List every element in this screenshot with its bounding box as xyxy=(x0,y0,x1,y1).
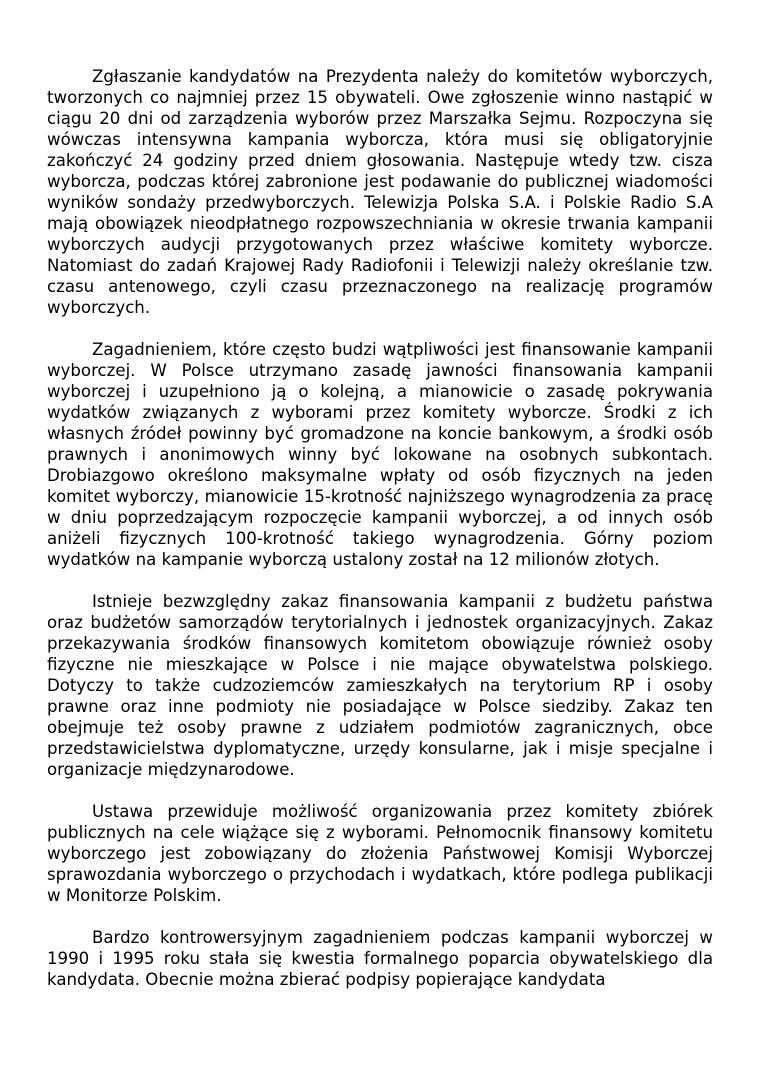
paragraph-citizen-support: Bardzo kontrowersyjnym zagadnieniem podczas kampanii wyborczej w 1990 i 1995 roku stała się kwestia formalnego poparcia obywatelskiego dla kandydata. Obecnie można zbierać podpisy popierające kandydata xyxy=(47,928,713,989)
paragraph-candidate-registration: Zgłaszanie kandydatów na Prezydenta należy do komitetów wyborczych, tworzonych co najmniej przez 15 obywateli. Owe zgłoszenie winno nastąpić w ciągu 20 dni od zarządzenia wyborów przez Marszałka Sejmu. Rozpoczyna się wówczas intensywna kampania wyborcza, która musi się obligatoryjnie zakończyć 24 godziny przed dniem głosowania. Następuje wtedy tzw. cisza wyborcza, podczas której zabronione jest podawanie do publicznej wiadomości wyników sondaży przedwyborczych. Telewizja Polska S.A. i Polskie Radio S.A mają obowiązek nieodpłatnego rozpowszechniania w okresie trwania kampanii wyborczych audycji przygotowanych przez właściwe komitety wyborcze. Natomiast do zadań Krajowej Rady Radiofonii i Telewizji należy określanie tzw. czasu antenowego, czyli czasu przeznaczonego na realizację programów wyborczych. xyxy=(47,67,713,317)
paragraph-public-collections: Ustawa przewiduje możliwość organizowania przez komitety zbiórek publicznych na cele wiążące się z wyborami. Pełnomocnik finansowy komitetu wyborczego jest zobowiązany do złożenia Państwowej Komisji Wyborczej sprawozdania wyborczego o przychodach i wydatkach, które podlega publikacji w Monitorze Polskim. xyxy=(47,802,713,905)
text-column xyxy=(47,66,713,1011)
paragraph-campaign-financing: Zagadnieniem, które często budzi wątpliwości jest finansowanie kampanii wyborczej. W Polsce utrzymano zasadę jawności finansowania kampanii wyborczej i uzupełniono ją o kolejną, a mianowicie o zasadę pokrywania wydatków związanych z wyborami przez komitety wyborcze. Środki z ich własnych źródeł powinny być gromadzone na koncie bankowym, a środki osób prawnych i anonimowych winny być lokowane na osobnych subkontach. Drobiazgowo określono maksymalne wpłaty od osób fizycznych na jeden komitet wyborczy, mianowicie 15-krotność najniższego wynagrodzenia za pracę w dniu poprzedzającym rozpoczęcie kampanii wyborczej, a od innych osób aniżeli fizycznych 100-krotność takiego wynagrodzenia. Górny poziom wydatków na kampanie wyborczą ustalony został na 12 milionów złotych. xyxy=(47,340,713,569)
paragraph-financing-ban: Istnieje bezwzględny zakaz finansowania kampanii z budżetu państwa oraz budżetów samorządów terytorialnych i jednostek organizacyjnych. Zakaz przekazywania środków finansowych komitetom obowiązuje również osoby fizyczne nie mieszkające w Polsce i nie mające obywatelstwa polskiego. Dotyczy to także cudzoziemców zamieszkałych na terytorium RP i osoby prawne oraz inne podmioty nie posiadające w Polsce siedziby. Zakaz ten obejmuje też osoby prawne z udziałem podmiotów zagranicznych, obce przedstawicielstwa dyplomatyczne, urzędy konsularne, jak i misje specjalne i organizacje międzynarodowe. xyxy=(47,592,713,779)
